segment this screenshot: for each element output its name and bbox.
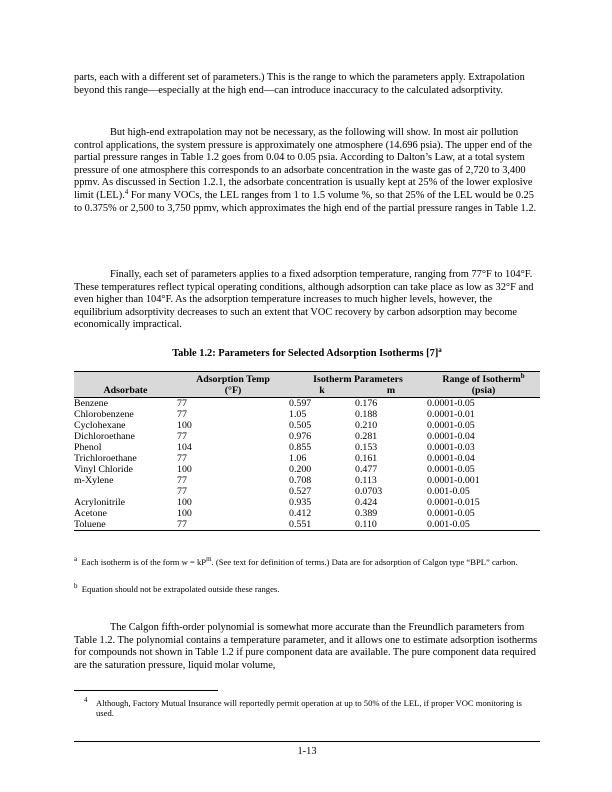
cell-range: 0.0001-0.03 (427, 442, 475, 453)
table-title (74, 347, 540, 360)
paragraph-4-text: The Calgon fifth-order polynomial is somewhat more accurate than the Freundlich parameters from Table 1.2. The polynomial contains a temperature parameter, and it allows one to estimate adsorption isotherms for compounds not shown in Table 1.2 if pure component data are available. The pure component data required are the saturation pressure, liquid molar volume, (74, 622, 538, 671)
table-header-row (74, 372, 540, 386)
cell-range: 0.0001-0.015 (427, 497, 480, 508)
cell-temp: 77 (177, 519, 289, 531)
paragraph-4 (74, 622, 540, 672)
cell-k: 0.597 (289, 398, 312, 409)
cell-adsorbate: Phenol (74, 442, 102, 453)
table-header-row (74, 385, 540, 398)
cell-range: 0.0001-0.05 (427, 508, 475, 519)
cell-temp: 100 (177, 420, 192, 431)
isotherm-parameters-table (74, 371, 540, 531)
table-row (74, 420, 540, 431)
cell-temp: 104 (177, 442, 192, 453)
table-note-b (74, 584, 540, 594)
paragraph-3-text: Finally, each set of parameters applies to a fixed adsorption temperature, ranging from 77°F to 104°F. These temperatures reflect typical operating conditions, although adsorption can take place as low as 32°F and even higher than 104°F. As the adsorption temperature increases to much higher levels, however, the equilibrium adsorptivity decreases to such an extent that VOC recovery by carbon adsorption may become economically impractical. (74, 269, 534, 331)
header-range-line2: (psia) (427, 385, 540, 398)
paragraph-2 (74, 127, 540, 215)
cell-k: 0.412 (289, 508, 312, 519)
cell-k: 0.708 (289, 475, 312, 486)
note-a-exponent: m (206, 555, 212, 563)
header-range-text: Range of Isotherm (442, 374, 521, 385)
cell-temp: 100 (177, 464, 192, 475)
cell-temp: 77 (177, 453, 187, 464)
cell-m: 0.153 (355, 442, 378, 453)
header-blank (74, 372, 177, 386)
cell-m: 0.424 (355, 497, 378, 508)
note-a-text-1: Each isotherm is of the form w = kP (81, 557, 207, 567)
note-a-mark: a (74, 555, 78, 563)
cell-range: 0.0001-0.05 (427, 464, 475, 475)
cell-adsorbate: Chlorobenzene (74, 409, 134, 420)
header-temp-line1: Adsorption Temp (177, 372, 289, 386)
cell-adsorbate: Acetone (74, 508, 107, 519)
cell-k: 0.855 (289, 442, 312, 453)
cell-k: 1.05 (289, 409, 307, 420)
paragraph-2-text-b: For many VOCs, the LEL ranges from 1 to 1.5 volume %, so that 25% of the LEL would be 0.25 to 0.375% or 2,500 to 3,750 ppmv, which approximates the high end of the partial pressure ranges in Table 1.2. (74, 189, 537, 214)
cell-adsorbate: m-Xylene (74, 475, 114, 486)
footnote-text: Although, Factory Mutual Insurance will reportedly permit operation at up to 50% of the LEL, if proper VOC monitoring is used. (96, 698, 522, 719)
cell-m: 0.0703 (355, 486, 383, 497)
note-b-mark: b (74, 582, 78, 590)
header-k: k (289, 385, 355, 398)
header-m: m (355, 385, 427, 398)
paragraph-1: parts, each with a different set of parameters.) This is the range to which the parameters apply. Extrapolation beyond this range—especially at the high end—can introduce inaccuracy to the calculated adsorptivity. (74, 72, 525, 96)
table-row (74, 398, 540, 410)
cell-temp: 77 (177, 486, 187, 497)
header-range-note-ref: b (520, 372, 525, 380)
cell-k: 0.935 (289, 497, 312, 508)
footnote-ref-4[interactable]: 4 (124, 187, 129, 196)
cell-m: 0.113 (355, 475, 377, 486)
table-title-note-ref: a (438, 346, 442, 354)
table-row (74, 464, 540, 475)
cell-temp: 77 (177, 398, 187, 409)
cell-k: 0.505 (289, 420, 312, 431)
table-row (74, 453, 540, 464)
cell-m: 0.389 (355, 508, 378, 519)
note-b-text: Equation should not be extrapolated outside these ranges. (81, 584, 280, 594)
header-temp-line2: (°F) (177, 385, 289, 398)
cell-m: 0.477 (355, 464, 378, 475)
table-note-a (74, 557, 540, 567)
cell-adsorbate: Toluene (74, 519, 177, 531)
cell-adsorbate: Benzene (74, 398, 108, 409)
cell-k: 0.200 (289, 464, 312, 475)
cell-range: 0.001-0.05 (427, 519, 540, 531)
note-a-text-2: . (See text for definition of terms.) Data are for adsorption of Calgon type “BPL” carbon. (211, 557, 518, 567)
paragraph-2-text-a: But high-end extrapolation may not be necessary, as the following will show. In most air pollution control applications, the system pressure is approximately one atmosphere (14.696 psia). The upper end of the partial pressure ranges in Table 1.2 goes from 0.04 to 0.05 psia. According to Dalton’s Law, at a total system pressure of one atmosphere this corresponds to an adsorbate concentration in the waste gas of 2,720 to 3,400 ppmv. As discussed in Section 1.2.1, the adsorbate concentration is usually kept at 25% of the lower explosive limit (LEL). (74, 127, 533, 201)
cell-temp: 77 (177, 431, 187, 442)
cell-m: 0.188 (355, 409, 378, 420)
cell-m: 0.110 (355, 519, 427, 531)
page-footer-divider (74, 741, 540, 742)
cell-adsorbate: Cyclohexane (74, 420, 126, 431)
cell-range: 0.0001-0.05 (427, 420, 475, 431)
paragraph-3 (74, 269, 540, 332)
cell-range: 0.0001-0.001 (427, 475, 480, 486)
cell-range: 0.0001-0.04 (427, 453, 475, 464)
cell-adsorbate: Vinyl Chloride (74, 464, 133, 475)
cell-m: 0.176 (355, 398, 378, 409)
header-adsorbate: Adsorbate (74, 385, 177, 398)
page-number: 1-13 (297, 746, 317, 757)
table-row (74, 486, 540, 497)
cell-range: 0.0001-0.04 (427, 431, 475, 442)
footnote-divider (74, 690, 218, 691)
cell-m: 0.161 (355, 453, 378, 464)
cell-range: 0.0001-0.05 (427, 398, 475, 409)
footnote-4 (84, 696, 536, 719)
cell-temp: 77 (177, 475, 187, 486)
cell-range: 0.0001-0.01 (427, 409, 475, 420)
table-row (74, 519, 540, 531)
cell-k: 0.976 (289, 431, 312, 442)
cell-temp: 100 (177, 508, 192, 519)
table-row (74, 497, 540, 508)
cell-m: 0.281 (355, 431, 378, 442)
table-row (74, 508, 540, 519)
cell-k: 0.551 (289, 519, 355, 531)
footnote-mark: 4 (84, 696, 88, 704)
cell-adsorbate: Dichloroethane (74, 431, 135, 442)
table-title-text: Table 1.2: Parameters for Selected Adsorption Isotherms [7] (172, 348, 439, 359)
table-body (74, 398, 540, 531)
table-row (74, 442, 540, 453)
cell-adsorbate: Acrylonitrile (74, 497, 126, 508)
cell-k: 0.527 (289, 486, 312, 497)
cell-k: 1.06 (289, 453, 307, 464)
cell-adsorbate: Trichloroethane (74, 453, 137, 464)
table-row (74, 431, 540, 442)
header-range-line1 (427, 372, 540, 386)
table-row (74, 475, 540, 486)
cell-m: 0.210 (355, 420, 378, 431)
header-isotherm-parameters: Isotherm Parameters (289, 372, 427, 386)
cell-range: 0.001-0.05 (427, 486, 470, 497)
cell-temp: 100 (177, 497, 192, 508)
cell-temp: 77 (177, 409, 187, 420)
cell-adsorbate (74, 486, 177, 497)
table-row (74, 409, 540, 420)
